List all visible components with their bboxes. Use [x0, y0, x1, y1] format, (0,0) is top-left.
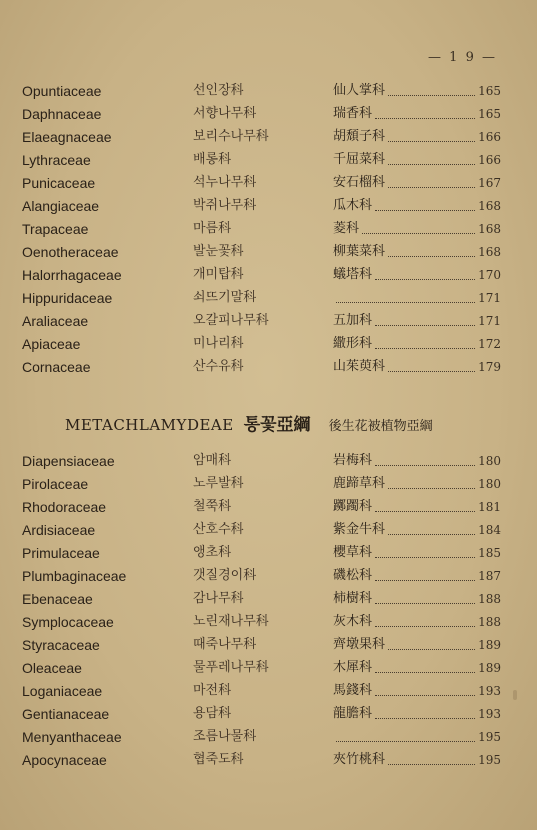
latin-name: Oenotheraceae [22, 244, 119, 260]
list-item [0, 542, 537, 564]
latin-name: Styracaceae [22, 637, 100, 653]
leader-dots [375, 549, 475, 558]
latin-name: Alangiaceae [22, 198, 100, 214]
korean-name: 석누나무科 [193, 175, 257, 190]
page-ref: 195 [478, 753, 501, 767]
korean-name: 용담科 [193, 706, 232, 721]
chinese-name: 繖形科 [333, 336, 373, 351]
list-item [0, 149, 537, 171]
page-ref: 172 [478, 337, 501, 351]
page-ref: 193 [478, 707, 501, 721]
list-item [0, 333, 537, 355]
list-item [0, 611, 537, 633]
page-ref: 166 [478, 130, 501, 144]
korean-name: 암매科 [193, 453, 232, 468]
list-item [0, 356, 537, 378]
page-ref: 168 [478, 199, 501, 213]
chinese-name: 瑞香科 [333, 106, 373, 121]
latin-name: Apocynaceae [22, 752, 107, 768]
heading-korean: 통꽃亞綱 [243, 415, 311, 435]
page-ref: 189 [478, 638, 501, 652]
leader-dots [388, 179, 475, 188]
list-item [0, 195, 537, 217]
page-ref: 193 [478, 684, 501, 698]
list-item [0, 473, 537, 495]
page-ref: 165 [478, 84, 501, 98]
latin-name: Apiaceae [22, 336, 81, 352]
latin-name: Halorrhagaceae [22, 267, 122, 283]
korean-name: 마전科 [193, 683, 232, 698]
chinese-name: 瓜木科 [333, 198, 373, 213]
latin-name: Gentianaceae [22, 706, 110, 722]
chinese-name: 柳葉菜科 [333, 244, 386, 259]
korean-name: 조름나물科 [193, 729, 257, 744]
page-ref: 171 [478, 291, 501, 305]
latin-name: Ardisiaceae [22, 522, 96, 538]
list-item [0, 310, 537, 332]
chinese-name: 仙人掌科 [333, 83, 386, 98]
leader-dots [375, 317, 475, 326]
korean-name: 산호수科 [193, 522, 244, 537]
page-ref: 180 [478, 454, 501, 468]
korean-name: 쇠뜨기말科 [193, 290, 257, 305]
korean-name: 앵초科 [193, 545, 232, 560]
page-number: — 1 9 — [428, 50, 497, 65]
leader-dots [375, 202, 475, 211]
chinese-name: 安石榴科 [333, 175, 386, 190]
list-item [0, 126, 537, 148]
page-ref: 184 [478, 523, 501, 537]
leader-dots [388, 363, 475, 372]
latin-name: Diapensiaceae [22, 453, 115, 469]
leader-dots [375, 664, 475, 673]
latin-name: Primulaceae [22, 545, 100, 561]
list-item [0, 172, 537, 194]
page-ref: 195 [478, 730, 501, 744]
page-ref: 181 [478, 500, 501, 514]
latin-name: Punicaceae [22, 175, 96, 191]
chinese-name: 柿樹科 [333, 591, 373, 606]
korean-name: 갯질경이科 [193, 568, 257, 583]
leader-dots [388, 133, 475, 142]
leader-dots [388, 87, 475, 96]
chinese-name: 胡頹子科 [333, 129, 386, 144]
chinese-name: 岩梅科 [333, 453, 373, 468]
leader-dots [388, 248, 475, 257]
section-heading [65, 410, 495, 436]
leader-dots [388, 526, 475, 535]
leader-dots [375, 340, 475, 349]
chinese-name: 躑躅科 [333, 499, 373, 514]
latin-name: Daphnaceae [22, 106, 102, 122]
latin-name: Hippuridaceae [22, 290, 113, 306]
list-item [0, 588, 537, 610]
list-item [0, 565, 537, 587]
leader-dots [336, 733, 475, 742]
korean-name: 서향나무科 [193, 106, 257, 121]
leader-dots [388, 641, 475, 650]
korean-name: 미나리科 [193, 336, 244, 351]
leader-dots [375, 572, 475, 581]
leader-dots [375, 595, 475, 604]
latin-name: Pirolaceae [22, 476, 89, 492]
list-item [0, 264, 537, 286]
korean-name: 오갈피나무科 [193, 313, 269, 328]
heading-latin: METACHLAMYDEAE [65, 416, 234, 434]
chinese-name: 龍膽科 [333, 706, 373, 721]
list-item [0, 519, 537, 541]
chinese-name: 齊墩果科 [333, 637, 386, 652]
korean-name: 노루발科 [193, 476, 244, 491]
latin-name: Elaeagnaceae [22, 129, 112, 145]
leader-dots [375, 687, 475, 696]
latin-name: Plumbaginaceae [22, 568, 127, 584]
page-ref: 170 [478, 268, 501, 282]
list-item [0, 726, 537, 748]
page-ref: 189 [478, 661, 501, 675]
korean-name: 노린재나무科 [193, 614, 269, 629]
page-ref: 187 [478, 569, 501, 583]
latin-name: Opuntiaceae [22, 83, 102, 99]
list-item [0, 80, 537, 102]
korean-name: 물푸레나무科 [193, 660, 269, 675]
korean-name: 산수유科 [193, 359, 244, 374]
latin-name: Trapaceae [22, 221, 89, 237]
paper-stain [513, 690, 517, 700]
chinese-name: 千屈菜科 [333, 152, 386, 167]
korean-name: 마름科 [193, 221, 232, 236]
page-ref: 188 [478, 615, 501, 629]
latin-name: Lythraceae [22, 152, 91, 168]
list-item [0, 218, 537, 240]
leader-dots [375, 618, 475, 627]
chinese-name: 菱科 [333, 221, 360, 236]
latin-name: Rhodoraceae [22, 499, 107, 515]
chinese-name: 蟻塔科 [333, 267, 373, 282]
page-ref: 166 [478, 153, 501, 167]
leader-dots [375, 710, 475, 719]
list-item [0, 749, 537, 771]
korean-name: 협죽도科 [193, 752, 244, 767]
chinese-name: 櫻草科 [333, 545, 373, 560]
latin-name: Oleaceae [22, 660, 82, 676]
leader-dots [362, 225, 475, 234]
page-ref: 188 [478, 592, 501, 606]
korean-name: 때죽나무科 [193, 637, 257, 652]
latin-name: Araliaceae [22, 313, 89, 329]
latin-name: Symplocaceae [22, 614, 114, 630]
page-ref: 167 [478, 176, 501, 190]
leader-dots [388, 756, 475, 765]
page-ref: 180 [478, 477, 501, 491]
chinese-name: 馬錢科 [333, 683, 373, 698]
latin-name: Menyanthaceae [22, 729, 122, 745]
list-item [0, 680, 537, 702]
chinese-name: 山茱萸科 [333, 359, 386, 374]
list-item [0, 103, 537, 125]
list-item [0, 496, 537, 518]
page-ref: 168 [478, 245, 501, 259]
page-ref: 165 [478, 107, 501, 121]
list-item [0, 703, 537, 725]
leader-dots [375, 503, 475, 512]
page-ref: 185 [478, 546, 501, 560]
list-item [0, 287, 537, 309]
page-ref: 179 [478, 360, 501, 374]
leader-dots [375, 457, 475, 466]
leader-dots [375, 271, 475, 280]
chinese-name: 紫金牛科 [333, 522, 386, 537]
leader-dots [375, 110, 475, 119]
chinese-name: 五加科 [333, 313, 373, 328]
chinese-name: 磯松科 [333, 568, 373, 583]
list-item [0, 634, 537, 656]
korean-name: 배롱科 [193, 152, 232, 167]
latin-name: Cornaceae [22, 359, 91, 375]
korean-name: 보리수나무科 [193, 129, 269, 144]
heading-chinese: 後生花被植物亞綱 [328, 419, 433, 434]
list-item [0, 657, 537, 679]
page-ref: 168 [478, 222, 501, 236]
korean-name: 발눈꽃科 [193, 244, 244, 259]
korean-name: 개미탑科 [193, 267, 244, 282]
latin-name: Ebenaceae [22, 591, 93, 607]
list-item [0, 241, 537, 263]
korean-name: 감나무科 [193, 591, 244, 606]
chinese-name: 夾竹桃科 [333, 752, 386, 767]
page-ref: 171 [478, 314, 501, 328]
list-item [0, 450, 537, 472]
korean-name: 선인장科 [193, 83, 244, 98]
korean-name: 철쭉科 [193, 499, 232, 514]
leader-dots [388, 480, 475, 489]
chinese-name: 鹿蹄草科 [333, 476, 386, 491]
leader-dots [336, 294, 475, 303]
chinese-name: 灰木科 [333, 614, 373, 629]
korean-name: 박쥐나무科 [193, 198, 257, 213]
latin-name: Loganiaceae [22, 683, 103, 699]
leader-dots [388, 156, 475, 165]
chinese-name: 木犀科 [333, 660, 373, 675]
